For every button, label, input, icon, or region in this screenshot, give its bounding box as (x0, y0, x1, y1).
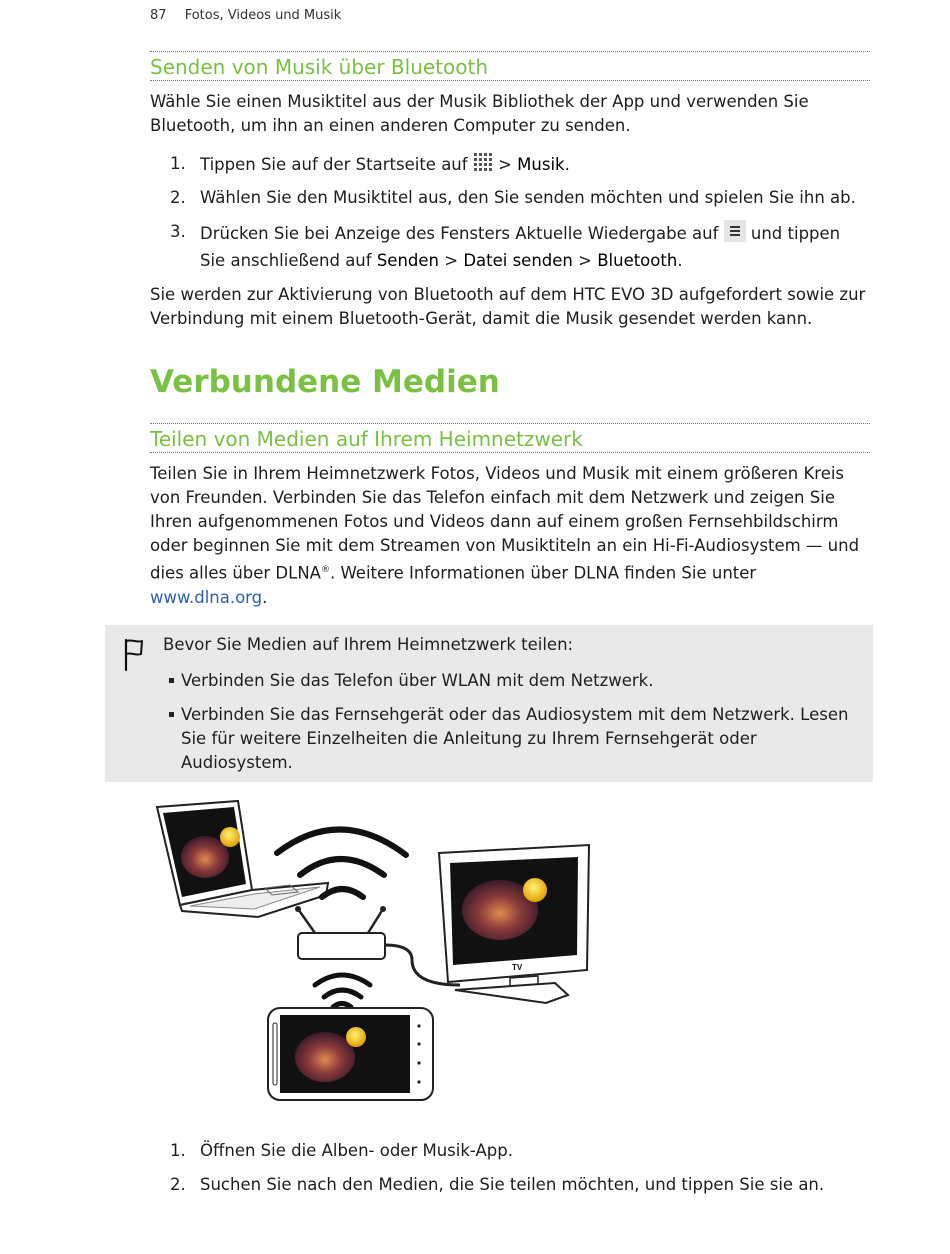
step-text: Suchen Sie nach den Medien, die Sie teilen möchten, und tippen Sie sie an. (200, 1175, 825, 1194)
step-number: 1. (170, 1141, 186, 1160)
bullet-marker (169, 712, 174, 717)
section-heading: Teilen von Medien auf Ihrem Heimnetzwerk (150, 427, 583, 451)
registered-mark: ® (320, 565, 330, 575)
note-box (105, 625, 873, 782)
intro-paragraph: Wähle Sie einen Musiktitel aus der Musik Bibliothek der App und verwenden Sie Bluetooth, um ihn an einen anderen Computer zu senden. (150, 92, 809, 135)
step-text: > (572, 251, 598, 270)
step-number: 3. (170, 222, 186, 241)
section-title: Fotos, Videos und Musik (184, 8, 342, 23)
step-text: und tippen Sie anschließend auf (200, 224, 841, 270)
step-text: Wählen Sie den Musiktitel aus, den Sie senden möchten und spielen Sie ihn ab. (200, 188, 856, 207)
chapter-title: Verbundene Medien (150, 364, 500, 400)
step-bold: Musik (517, 155, 565, 174)
step-text: Tippen Sie auf der Startseite auf (200, 155, 473, 174)
paragraph-text: Teilen Sie in Ihrem Heimnetzwerk Fotos, Videos und Musik mit einem größeren Kreis von Freunden. Verbinden Sie das Telefon einfach mit dem Netzwerk und zeigen Sie Ihren aufgenommenen Fotos und Videos dann auf einem großen Fernsehbildschirm oder beginnen Sie mit dem Streamen von Musiktiteln an ein Hi-Fi-Audiosystem — und dies alles über DLNA (150, 464, 860, 583)
laptop-icon (157, 801, 328, 917)
page-header (150, 8, 341, 23)
step-text: Drücken Sie bei Anzeige des Fensters Aktuelle Wiedergabe auf (200, 224, 724, 243)
step-bold: Bluetooth (597, 251, 678, 270)
bullet-marker (169, 678, 174, 683)
step-bold: Datei senden (463, 251, 573, 270)
step-number: 2. (170, 188, 186, 207)
all-apps-grid-icon (473, 152, 493, 179)
step-bold: Senden (376, 251, 439, 270)
dlna-link[interactable]: www.dlna.org (150, 587, 263, 607)
flag-icon (123, 638, 145, 676)
tv-label: TV (512, 963, 523, 972)
step-text: . (677, 251, 683, 270)
dlna-paragraph (150, 462, 870, 610)
bullet-text: Verbinden Sie das Fernsehgerät oder das Audiosystem mit dem Netzwerk. Lesen Sie für weitere Einzelheiten die Anleitung zu Ihrem Fernsehgerät oder Audiosystem. (181, 705, 849, 772)
bullet-text: Verbinden Sie das Telefon über WLAN mit dem Netzwerk. (181, 671, 654, 690)
divider (150, 80, 870, 81)
step-text: > (492, 155, 518, 174)
step-text: > (438, 251, 464, 270)
step-number: 2. (170, 1175, 186, 1194)
phone-icon (268, 1008, 433, 1100)
dlna-illustration (150, 795, 610, 1110)
page-number: 87 (150, 8, 167, 23)
divider (150, 51, 870, 52)
wifi-signal-icon (315, 975, 370, 1007)
outro-paragraph: Sie werden zur Aktivierung von Bluetooth auf dem HTC EVO 3D aufgefordert sowie zur Verbindung mit einem Bluetooth-Gerät, damit die Musik gesendet werden kann. (150, 285, 866, 328)
step-text: Öffnen Sie die Alben- oder Musik-App. (200, 1141, 513, 1160)
divider (150, 452, 870, 453)
paragraph-text: . Weitere Informationen über DLNA finden Sie unter (329, 563, 757, 583)
note-title: Bevor Sie Medien auf Ihrem Heimnetzwerk teilen: (163, 635, 574, 654)
menu-icon (724, 220, 746, 249)
step-number: 1. (170, 154, 186, 173)
paragraph-text: . (262, 587, 268, 607)
tv-icon (439, 845, 589, 1003)
divider (150, 423, 870, 424)
router-icon (295, 906, 386, 959)
step-text: . (564, 155, 570, 174)
section-heading: Senden von Musik über Bluetooth (150, 55, 489, 79)
